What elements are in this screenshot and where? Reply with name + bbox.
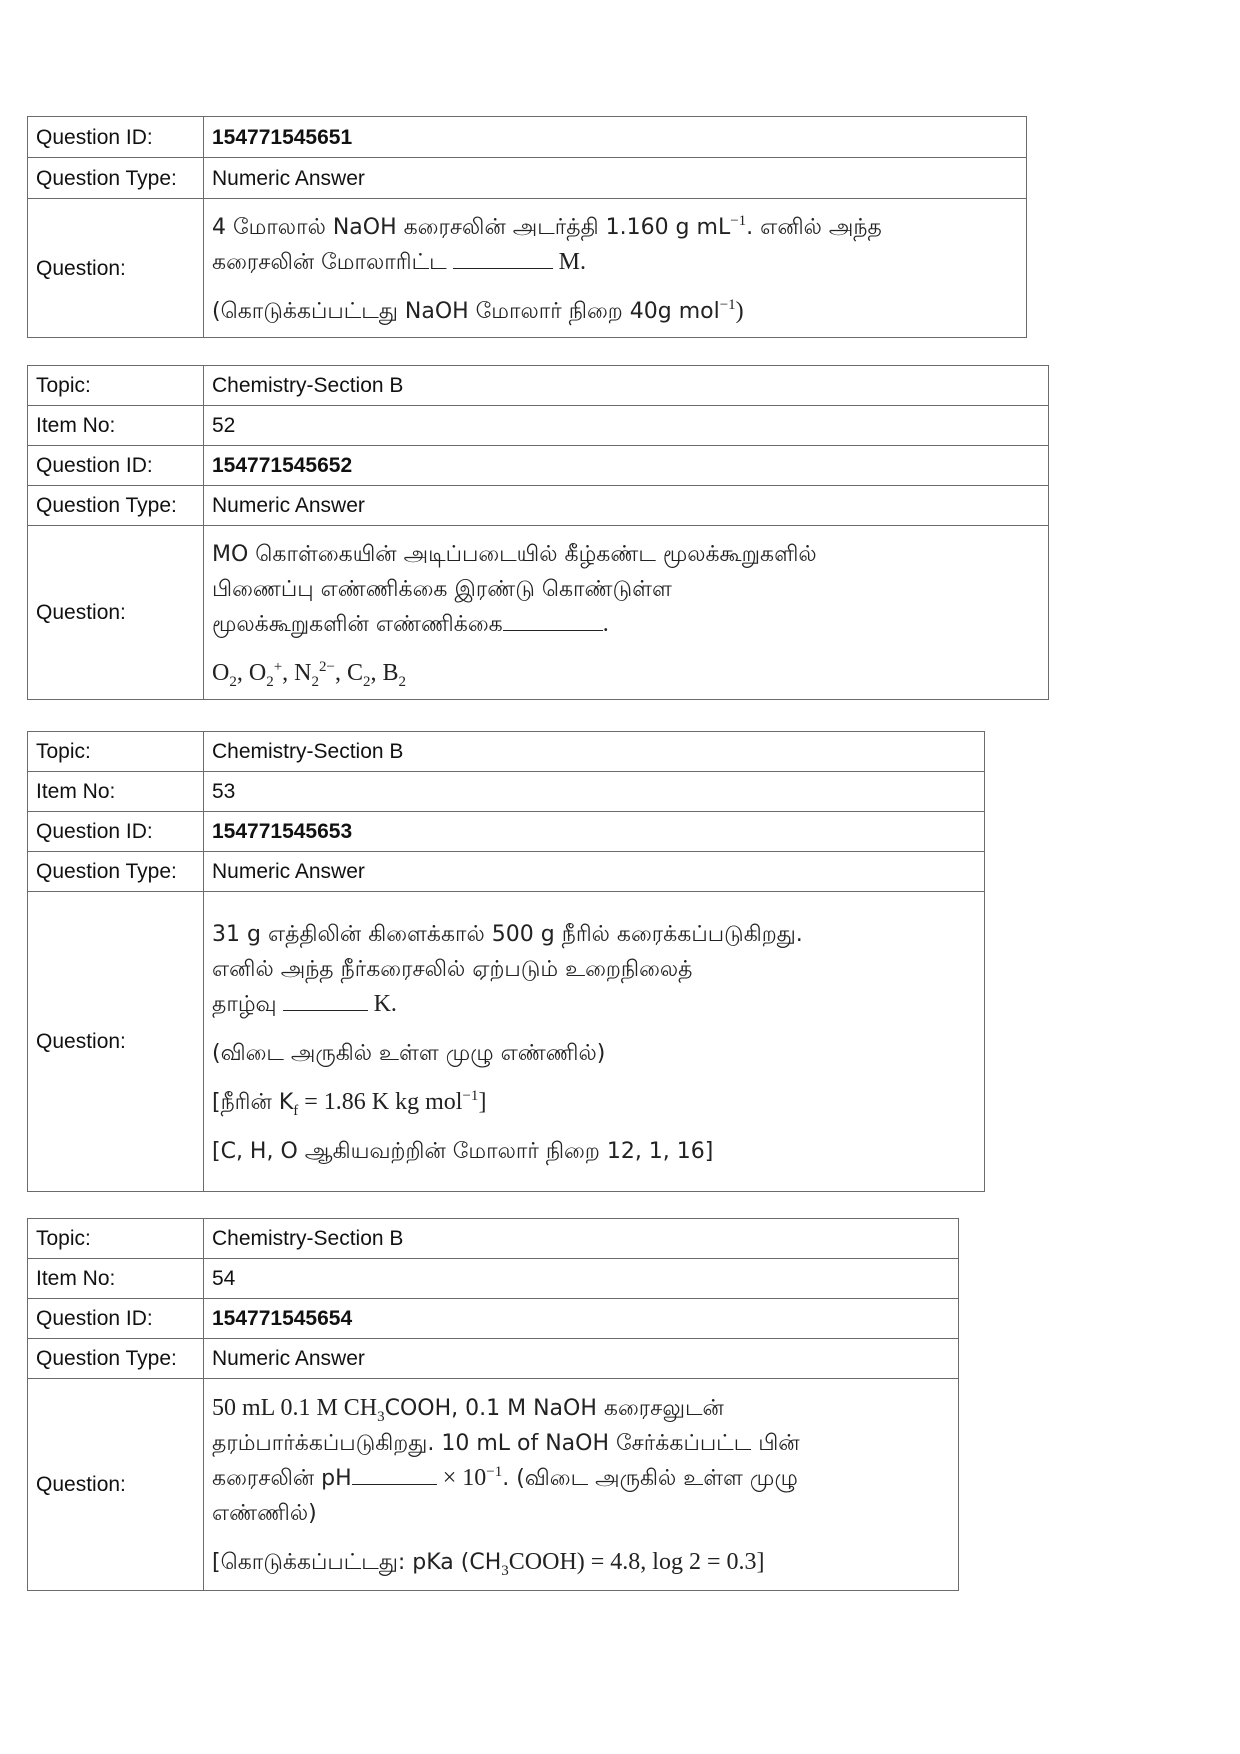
question-label: Question: [28,526,204,700]
question-id-value: 154771545654 [204,1299,959,1339]
question-type-value: Numeric Answer [204,852,985,892]
question-body: MO கொள்கையின் அடிப்படையில் கீழ்கண்ட மூலக்கூறுகளில் பிணைப்பு எண்ணிக்கை இரண்டு கொண்டுள்ள மூலக்கூறுகளின் எண்ணிக்கை . $O_2$, $O_2^+$, $N_2^{2-}$, $C_2$, $B_2$ [204,526,1049,700]
question-id-label: Question ID: [28,446,204,486]
question-label: Question: [28,199,204,338]
answer-blank [503,610,603,631]
question-type-value: Numeric Answer [204,158,1027,199]
topic-value: Chemistry-Section B [204,366,1049,406]
topic-value: Chemistry-Section B [204,1219,959,1259]
answer-blank [283,990,368,1011]
question-table-53 [27,731,985,1192]
question-type-label: Question Type: [28,852,204,892]
question-body: 4 மோலால் NaOH கரைசலின் அடர்த்தி 1.160 g $mL^{-1}$. எனில் அந்த கரைசலின் மோலாரிட்ட M. (கொடுக்கப்பட்டது NaOH மோலார் நிறை 40g mol$^{-1}$) [204,199,1027,338]
question-id-value: 154771545652 [204,446,1049,486]
question-id-label: Question ID: [28,117,204,158]
question-type-label: Question Type: [28,486,204,526]
topic-label: Topic: [28,366,204,406]
species-list: $O_2$, $O_2^+$, $N_2^{2-}$, $C_2$, $B_2$ [212,659,406,690]
question-type-label: Question Type: [28,158,204,199]
question-type-value: Numeric Answer [204,486,1049,526]
topic-label: Topic: [28,1219,204,1259]
question-id-value: 154771545651 [204,117,1027,158]
question-id-label: Question ID: [28,812,204,852]
item-no-label: Item No: [28,1259,204,1299]
question-id-label: Question ID: [28,1299,204,1339]
question-table-54 [27,1218,959,1591]
topic-value: Chemistry-Section B [204,732,985,772]
question-table-51 [27,116,1027,338]
item-no-value: 54 [204,1259,959,1299]
topic-label: Topic: [28,732,204,772]
item-no-label: Item No: [28,772,204,812]
question-body: 31 g எத்திலின் கிளைக்கால் 500 g நீரில் கரைக்கப்படுகிறது. எனில் அந்த நீர்கரைசலில் ஏற்படும் உறைநிலைத் தாழ்வு K. (விடை அருகில் உள்ள முழு எண்ணில்) [நீரின் $K_f = 1.86$ K kg mol$^{-1}$] [C, H, O ஆகியவற்றின் மோலார் நிறை 12, 1, 16] [204,892,985,1192]
question-id-value: 154771545653 [204,812,985,852]
question-table-52 [27,365,1049,700]
item-no-label: Item No: [28,406,204,446]
answer-blank [352,1464,437,1485]
question-type-label: Question Type: [28,1339,204,1379]
item-no-value: 53 [204,772,985,812]
item-no-value: 52 [204,406,1049,446]
question-body: 50 mL 0.1 M $CH_3COOH$, 0.1 M NaOH கரைசலுடன் தரம்பார்க்கப்படுகிறது. 10 mL of NaOH சேர்க்கப்பட்ட பின் கரைசலின் pH × $10^{-1}$. (விடை அருகில் உள்ள முழு எண்ணில்) [கொடுக்கப்பட்டது: pKa $(CH_3COOH) = 4.8$, log 2 = 0.3] [204,1379,959,1591]
question-label: Question: [28,892,204,1192]
answer-blank [453,248,553,269]
question-type-value: Numeric Answer [204,1339,959,1379]
question-label: Question: [28,1379,204,1591]
